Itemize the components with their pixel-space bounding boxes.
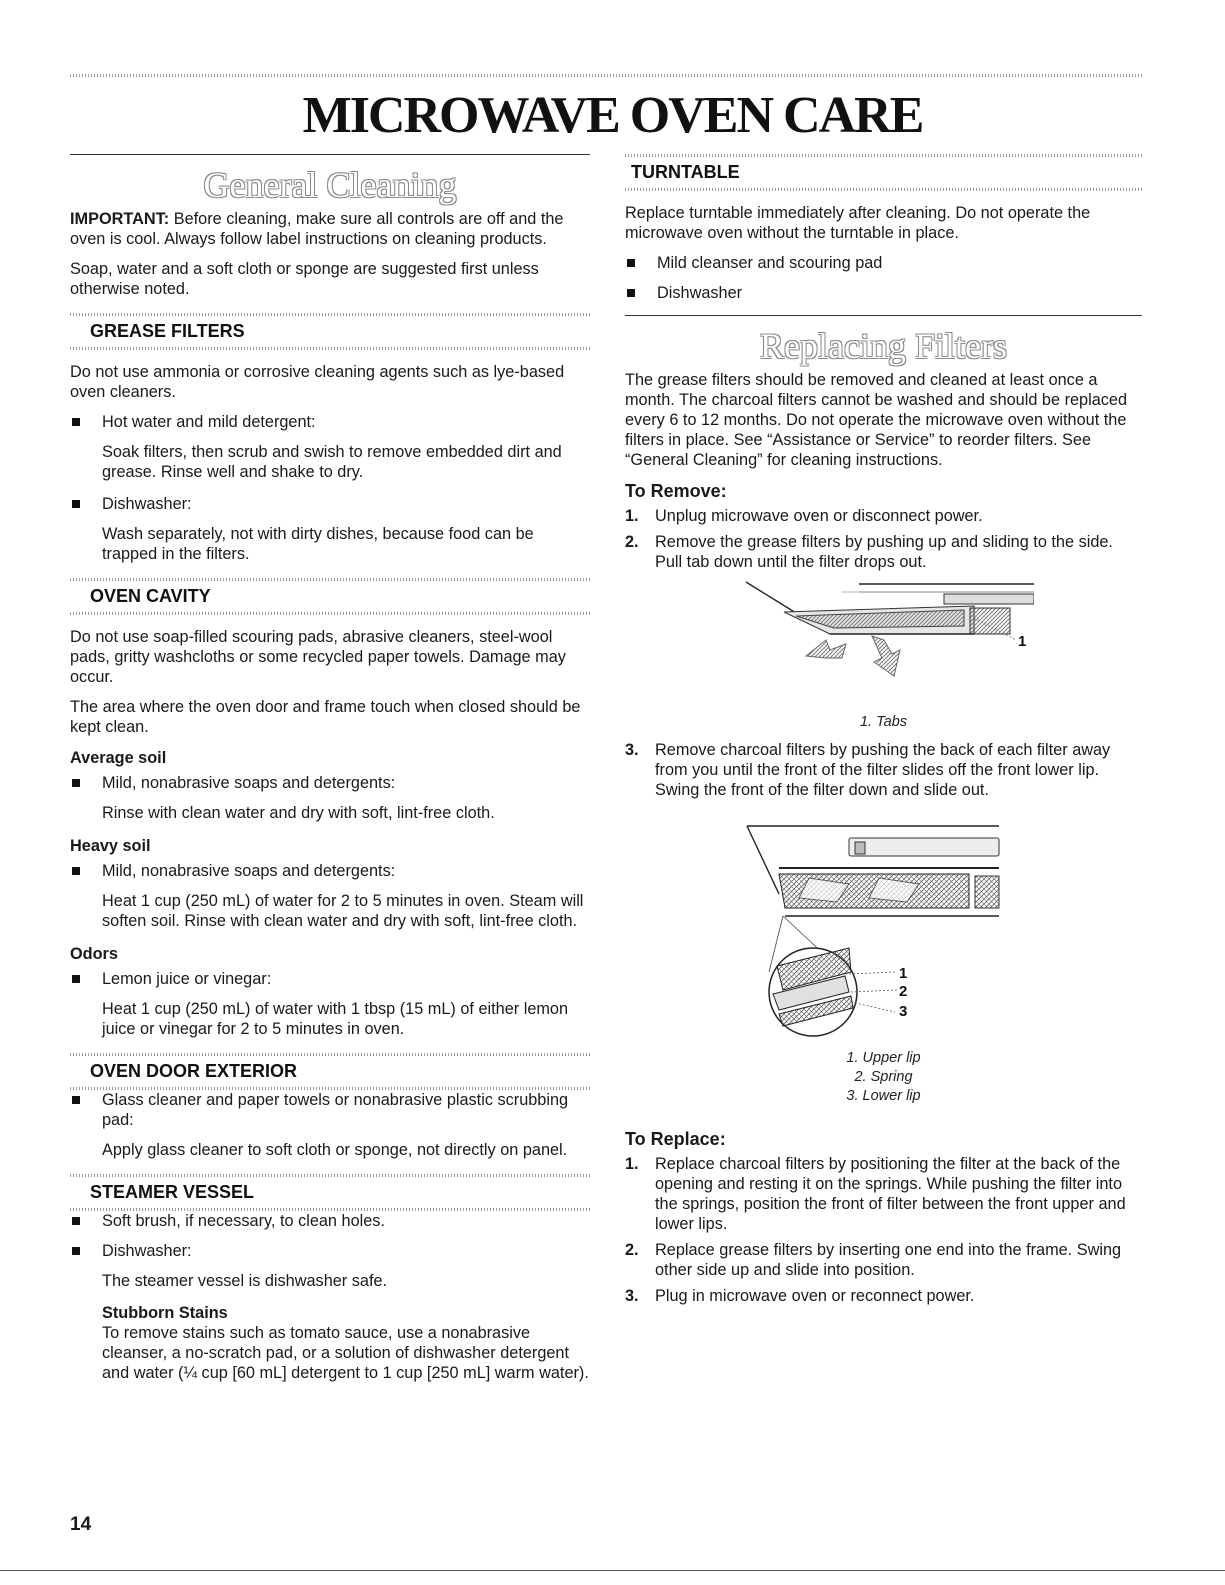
charcoal-filter-figure (739, 824, 1029, 1114)
turntable-intro: Replace turntable immediately after cleaning. Do not operate the microwave oven without the turntable in place. (625, 204, 1091, 242)
page-title: MICROWAVE OVEN CARE (302, 87, 923, 144)
figure-caption: 1. Upper lip (846, 1050, 921, 1066)
list-item-detail: Heat 1 cup (250 mL) of water with 1 tbsp (15 mL) of either lemon juice or vinegar for 2 to 5 minutes in oven. (102, 1000, 569, 1038)
stubborn-stains-text: To remove stains such as tomato sauce, use a nonabrasive cleanser, a no-scratch pad, or a solution of dishwasher detergent and water (¼ cup [60 mL] detergent to 1 cup [250 mL] warm water). (102, 1324, 589, 1382)
remove-steps (625, 506, 1142, 572)
step-item: 2. Replace grease filters by inserting one end into the frame. Swing other side up and slide into position. (625, 1241, 1122, 1279)
bullet-square-icon (72, 1096, 80, 1104)
bullet-square-icon (72, 418, 80, 426)
oven-door-title: OVEN DOOR EXTERIOR (90, 1061, 298, 1081)
step-item: 1. Unplug microwave oven or disconnect power. (625, 507, 983, 525)
average-soil-list (70, 773, 590, 793)
important-label: IMPORTANT: (70, 210, 170, 228)
step-item: 2. Remove the grease filters by pushing up and sliding to the side. Pull tab down until the filter drops out. (625, 533, 1113, 571)
bullet-square-icon (627, 289, 635, 297)
figure-caption: 2. Spring (854, 1069, 913, 1085)
list-item-detail: The steamer vessel is dishwasher safe. (102, 1272, 388, 1290)
bullet-square-icon (72, 500, 80, 508)
step-item: 3. Plug in microwave oven or reconnect power. (625, 1287, 975, 1305)
left-column (70, 154, 590, 1383)
important-note (70, 209, 590, 249)
figure-callout: 1 (1017, 633, 1026, 650)
heavy-soil-list (70, 861, 590, 881)
bullet-square-icon (72, 867, 80, 875)
cavity-intro: Do not use soap-filled scouring pads, abrasive cleaners, steel-wool pads, gritty washcloths or some recycled paper towels. Damage may occur. (70, 628, 566, 686)
replacing-filters-heading: Replacing Filters (760, 326, 1007, 366)
list-item-detail: Rinse with clean water and dry with soft, lint-free cloth. (102, 804, 495, 822)
grease-filter-illustration (734, 578, 1034, 708)
list-item: Soft brush, if necessary, to clean holes. (70, 1211, 590, 1231)
steamer-title: STEAMER VESSEL (90, 1182, 255, 1202)
oven-door-section (70, 1053, 590, 1160)
bullet-square-icon (72, 779, 80, 787)
turntable-list (625, 253, 1142, 303)
step-item: 3. Remove charcoal filters by pushing the back of each filter away from you until the front of the filter slides off the front lower lip. Swing the front of the filter down and slide out. (625, 741, 1111, 799)
page-bottom-rule (0, 1570, 1225, 1571)
list-item: Mild, nonabrasive soaps and detergents: (70, 861, 590, 881)
general-cleaning-heading: General Cleaning (203, 165, 457, 205)
list-item: Dishwasher: (70, 1241, 590, 1261)
replace-steps (625, 1154, 1142, 1306)
subsection-rule (70, 347, 590, 350)
grease-filters-section (70, 313, 590, 564)
list-item-detail: Soak filters, then scrub and swish to remove embedded dirt and grease. Rinse well and shake to dry. (102, 443, 562, 481)
list-item-detail: Apply glass cleaner to soft cloth or sponge, not directly on panel. (102, 1141, 568, 1159)
general-intro: Soap, water and a soft cloth or sponge are suggested first unless otherwise noted. (70, 260, 539, 298)
heavy-soil-label: Heavy soil (70, 837, 151, 855)
cavity-intro-2: The area where the oven door and frame touch when closed should be kept clean. (70, 698, 581, 736)
page-number: 14 (70, 1514, 92, 1535)
turntable-title: TURNTABLE (631, 162, 740, 182)
bullet-square-icon (72, 1247, 80, 1255)
list-item-detail: Heat 1 cup (250 mL) of water for 2 to 5 minutes in oven. Steam will soften soil. Rinse with clean water and dry with soft, lint-free cloth. (102, 892, 584, 930)
figure-callout: 1 (898, 965, 907, 982)
replacing-intro: The grease filters should be removed and cleaned at least once a month. The charcoal filters cannot be washed and should be replaced every 6 to 12 months. Do not operate the microwave oven without the filters in place. See “Assistance or Service” to reorder filters. See “General Cleaning” for cleaning instructions. (625, 371, 1128, 469)
important-text: Before cleaning, make sure all controls are off and the oven is cool. Always follow label instructions on cleaning products. (70, 210, 564, 248)
step-item: 1. Replace charcoal filters by positioning the filter at the back of the opening and resting it on the springs. While pushing the filter into the springs, position the front of filter between the front upper and lower lips. (625, 1155, 1126, 1233)
to-replace-label: To Replace: (625, 1129, 726, 1149)
stubborn-stains-label: Stubborn Stains (102, 1304, 228, 1322)
grease-list (70, 412, 590, 432)
steamer-section (70, 1174, 590, 1383)
list-item: Glass cleaner and paper towels or nonabrasive plastic scrubbing pad: (70, 1090, 590, 1130)
right-column (625, 154, 1142, 1312)
steamer-list (70, 1211, 590, 1261)
list-item: Mild, nonabrasive soaps and detergents: (70, 773, 590, 793)
bullet-square-icon (627, 259, 635, 267)
list-item: Dishwasher: (70, 494, 590, 514)
figure-callout: 3 (898, 1003, 907, 1020)
grease-list (70, 494, 590, 514)
grease-filter-figure (734, 578, 1034, 728)
figure-callout: 2 (898, 983, 907, 1000)
list-item: Dishwasher (625, 283, 1142, 303)
oven-cavity-title: OVEN CAVITY (90, 586, 211, 606)
bullet-square-icon (72, 1217, 80, 1225)
average-soil-label: Average soil (70, 749, 167, 767)
figure-caption: 1. Tabs (859, 714, 908, 730)
grease-intro: Do not use ammonia or corrosive cleaning agents such as lye-based oven cleaners. (70, 363, 565, 401)
list-item: Hot water and mild detergent: (70, 412, 590, 432)
list-item: Lemon juice or vinegar: (70, 969, 590, 989)
page-top-rule (70, 74, 1142, 77)
odors-list (70, 969, 590, 989)
remove-steps-continued (625, 740, 1142, 800)
to-remove-label: To Remove: (625, 481, 727, 501)
oven-cavity-section (70, 578, 590, 1039)
figure-caption: 3. Lower lip (846, 1088, 921, 1104)
charcoal-filter-illustration (739, 824, 1029, 1044)
bullet-square-icon (72, 975, 80, 983)
grease-filters-title: GREASE FILTERS (90, 321, 245, 341)
odors-label: Odors (70, 945, 118, 963)
list-item: Mild cleanser and scouring pad (625, 253, 1142, 273)
list-item-detail: Wash separately, not with dirty dishes, because food can be trapped in the filters. (102, 525, 534, 563)
subsection-rule (625, 188, 1142, 191)
door-list (70, 1090, 590, 1130)
section-rule (625, 315, 1142, 316)
subsection-rule (70, 612, 590, 615)
section-rule (70, 154, 590, 155)
